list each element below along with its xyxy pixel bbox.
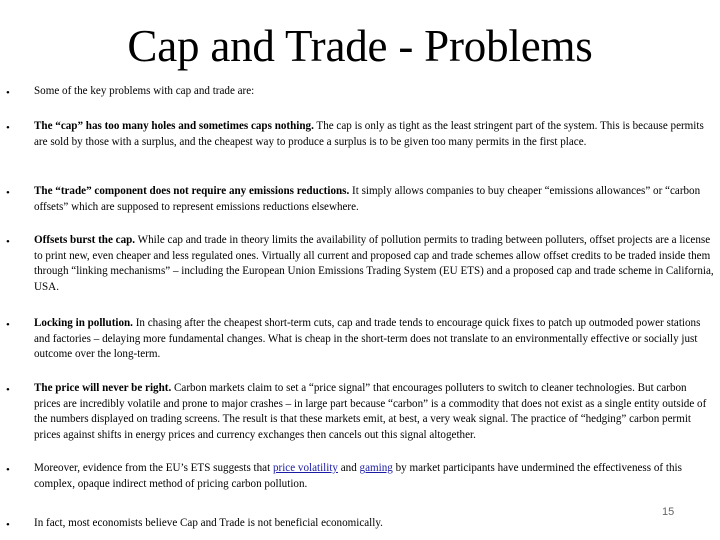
- bullet-item: [34, 316, 714, 363]
- bullet-item: [34, 381, 714, 443]
- bullet-marker: •: [6, 87, 10, 99]
- bullet-text: Moreover, evidence from the EU’s ETS suggests that: [34, 462, 273, 474]
- bullet-text: The cap is only as tight as the least stringent part of the system. This is because permits are sold by those with a surplus, and the cheapest way to produce a surplus is to be given too many permits in the first place.: [34, 120, 704, 148]
- price-volatility-link[interactable]: price volatility: [272, 462, 338, 474]
- bullet-heading: Offsets burst the cap.: [34, 234, 136, 246]
- bullet-heading: The “cap” has too many holes and sometimes caps nothing.: [34, 120, 314, 132]
- bullet-item: [34, 516, 714, 532]
- bullet-marker: •: [6, 384, 10, 396]
- bullet-item: [34, 233, 714, 295]
- bullet-item: [34, 84, 714, 100]
- bullet-marker: •: [6, 236, 10, 248]
- bullet-text: Some of the key problems with cap and trade are:: [34, 85, 255, 97]
- bullet-marker: •: [6, 319, 10, 331]
- bullet-item: [34, 184, 714, 215]
- bullet-marker: •: [6, 464, 10, 476]
- bullet-text: In chasing after the cheapest short-term cuts, cap and trade tends to encourage quick fixes to patch up outmoded power stations and factories – delaying more fundamental changes. What is cheap in the short-term does not translate to an environmentally effective or socially just outcome over the long-term.: [34, 317, 701, 360]
- slide-title: Cap and Trade - Problems: [127, 21, 593, 71]
- bullet-item: [34, 461, 714, 492]
- bullet-text: It simply allows companies to buy cheaper “emissions allowances” or “carbon offsets” which are supposed to represent emissions reductions elsewhere.: [34, 185, 701, 213]
- bullet-marker: •: [6, 187, 10, 199]
- bullet-heading: The price will never be right.: [34, 382, 172, 394]
- page-number: 15: [662, 506, 675, 518]
- bullet-text: Carbon markets claim to set a “price signal” that encourages polluters to switch to cleaner technologies. But carbon prices are incredibly volatile and prone to major crashes – in large part because “carbon” is a commodity that does not exist as a single entity outside of the numbers displayed on trading screens. The result is that these markets emit, at best, a very weak signal. The practice of “hedging” carbon permit prices against shifts in energy prices and currency exchanges then cancels out this signal altogether.: [34, 382, 707, 441]
- bullet-heading: The “trade” component does not require any emissions reductions.: [34, 185, 350, 197]
- bullet-text: In fact, most economists believe Cap and Trade is not beneficial economically.: [34, 517, 383, 529]
- bullet-text: While cap and trade in theory limits the availability of pollution permits to trading between polluters, offset projects are a license to print new, even cheaper and less regulated ones. Virtually all current and proposed cap and trade schemes allow offset credits to be traded inside them through “linking mechanisms” – including the European Union Emissions Trading System (EU ETS) and a proposed cap and trade scheme in California, USA.: [34, 234, 714, 293]
- bullet-marker: •: [6, 519, 10, 531]
- bullet-item: [34, 119, 714, 150]
- bullet-text: by market participants have undermined the effectiveness of this complex, opaque indirect method of pricing carbon pollution.: [34, 462, 682, 490]
- bullet-heading: Locking in pollution.: [34, 317, 133, 329]
- bullet-text: and: [337, 462, 360, 474]
- gaming-link[interactable]: gaming: [359, 462, 393, 474]
- bullet-marker: •: [6, 122, 10, 134]
